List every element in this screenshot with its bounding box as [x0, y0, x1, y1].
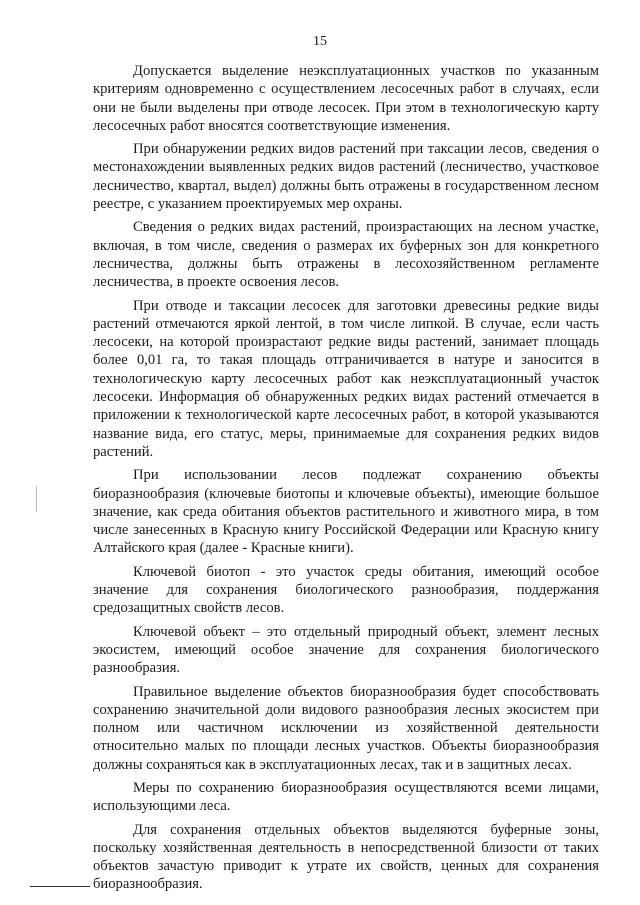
paragraph-key-object: Ключевой объект – это отдельный природный объект, элемент лесных экосистем, имеющий особое значение для сохранения биологического разнообразия.: [93, 623, 599, 677]
paragraph-preservation-measures: Меры по сохранению биоразнообразия осуществляются всеми лицами, использующими леса.: [93, 779, 599, 815]
paragraph-non-exploitation-areas: Допускается выделение неэксплуатационных участков по указанным критериям одновременно с осуществлением лесосечных работ в случаях, если они не были выделены при отводе лесосек. При этом в технологическую карту лесосечных работ вносятся соответствующие изменения.: [93, 63, 599, 134]
scan-artifact: [36, 486, 37, 512]
paragraph-biodiversity-objects: При использовании лесов подлежат сохранению объекты биоразнообразия (ключевые биотопы и ключевые объекты), имеющие большое значение, как среда обитания объектов растительного и животного мира, в том числе занесенных в Красную книгу Российской Федерации или Красную книгу Алтайского края (далее - Красные книги).: [93, 467, 599, 557]
paragraph-plot-marking: При отводе и таксации лесосек для заготовки древесины редкие виды растений отмечаются яркой лентой, в том числе липкой. В случае, если часть лесосеки, на которой произрастают редкие виды растений, занимает площадь более 0,01 га, то такая площадь отграничивается в натуре и заносится в технологическую карту лесосечных работ как неэксплуатационный участок лесосеки. Информация об обнаруженных редких видах растений отмечается в приложении к технологической карте лесосечных работ, в которой указываются название вида, его статус, меры, принимаемые для сохранения редких видов растений.: [93, 297, 599, 460]
paragraph-rare-plants-info: Сведения о редких видах растений, произрастающих на лесном участке, включая, в том числе, сведения о размерах их буферных зон для конкретного лесничества, должны быть отражены в лесохозяйственном регламенте лесничества, в проекте освоения лесов.: [93, 219, 599, 291]
footnote-separator: [30, 886, 90, 887]
paragraph-key-biotope: Ключевой биотоп - это участок среды обитания, имеющий особое значение для сохранения биологического разнообразия, поддержания средозащитных свойств лесов.: [93, 563, 599, 617]
paragraph-buffer-zones: Для сохранения отдельных объектов выделяются буферные зоны, поскольку хозяйственная деятельность в непосредственной близости от таких объектов зачастую приводит к утрате их свойств, ценных для сохранения биоразнообразия.: [93, 821, 599, 893]
page-number: 15: [313, 34, 327, 49]
paragraph-rare-plants-taxation: При обнаружении редких видов растений при таксации лесов, сведения о местонахождении выявленных редких видов растений (лесничество, участковое лесничество, квартал, выдел) должны быть отражены в государственном лесном реестре, с указанием проектируемых мер охраны.: [93, 141, 599, 213]
paragraph-correct-selection: Правильное выделение объектов биоразнообразия будет способствовать сохранению значительной доли видового разнообразия лесных экосистем при полном или частичном исключении из хозяйственной деятельности относительно малых по площади лесных участков. Объекты биоразнообразия должны сохраняться как в эксплуатационных лесах, так и в защитных лесах.: [93, 683, 599, 773]
document-body: [93, 62, 599, 899]
